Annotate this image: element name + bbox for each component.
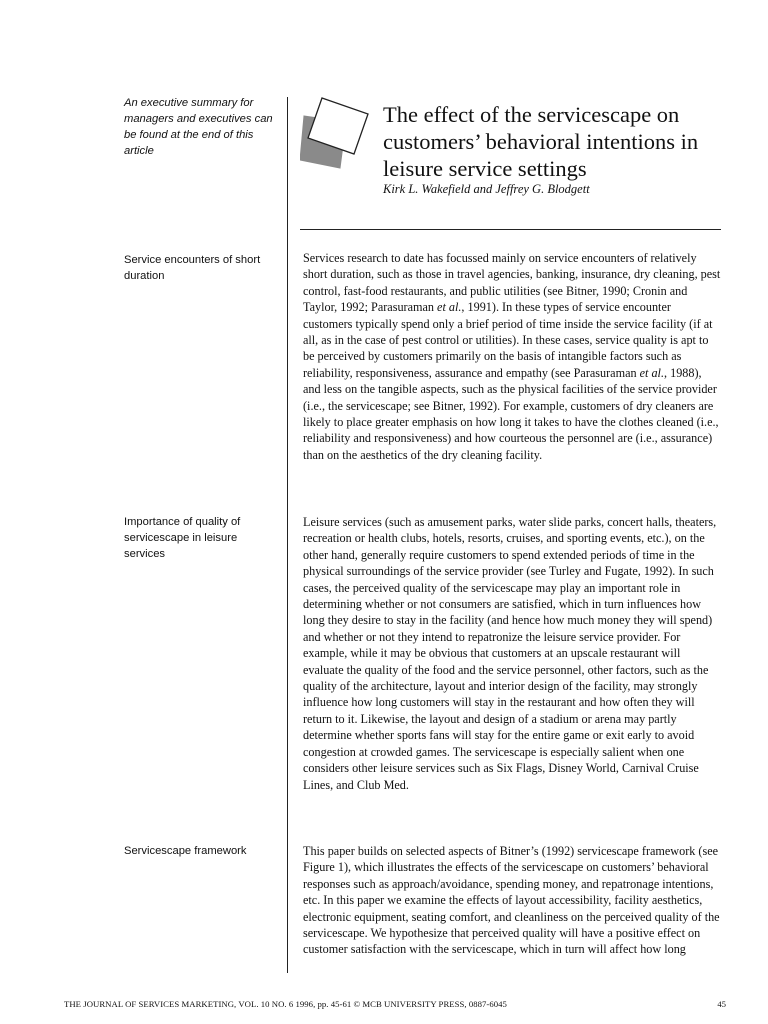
journal-citation: THE JOURNAL OF SERVICES MARKETING, VOL. 10 NO. 6 1996, pp. 45-61 © MCB UNIVERSITY PRESS, 0887-6045 [64,999,507,1009]
article-title: The effect of the servicescape on customers’ behavioral intentions in leisure service settings [383,102,699,181]
page-number: 45 [717,999,726,1009]
paragraph-italic: et al. [437,300,462,315]
paragraph-text: , 1991). In these types of service encounter customers typically spend only a brief period of time inside the service facility (if at all, as in the case of pest control or utilities). In these cases, service quality is apt to be perceived by customers primarily on the basis of intangible factors such as reliability, responsiveness, assurance and empathy (see Parasuraman [303,300,713,380]
article-authors: Kirk L. Wakefield and Jeffrey G. Blodgett [383,182,590,196]
vertical-divider [287,97,288,973]
section-heading-short-duration: Service encounters of short duration [124,254,261,282]
title-rule [300,229,721,230]
paragraph-text: Services research to date has focussed mainly on service encounters of relatively short duration, such as those in travel agencies, banking, insurance, dry cleaning, pest control, fast-food restaurants, and public utilities (see Bitner, 1990; Cronin and Taylor, 1992; Parasuraman [303,251,721,315]
section-heading-leisure-quality: Importance of quality of servicescape in leisure services [124,516,241,560]
stacked-pages-icon [300,96,372,170]
paragraph-text: , 1988), and less on the tangible aspects, such as the physical facilities of the service provider (i.e., the servicescape; see Bitner, 1992). For example, customers of dry cleaners are likely to place greater emphasis on how long it takes to have the clothes cleaned (i.e., reliability and responsiveness) and how courteous the personnel are (i.e., assurance) than on the aesthetics of the dry cleaning facility. [303,365,719,462]
paragraph-framework: This paper builds on selected aspects of Bitner’s (1992) servicescape framework (see Figure 1), which illustrates the effects of the servicescape on customers’ behavioral responses such as approach/avoidance, spending money, and repatronage intentions, etc. In this paper we examine the effects of layout accessibility, facility aesthetics, electronic equipment, seating comfort, and cleanliness on the perceived quality of the servicescape. We hypothesize that perceived quality will have a positive effect on customer satisfaction with the servicescape, which in turn will affect how long [303,844,720,957]
paragraph-italic: et al. [639,365,664,380]
paragraph-leisure-quality: Leisure services (such as amusement parks, water slide parks, concert halls, theaters, recreation or health clubs, hotels, resorts, cruises, and sporting events, etc.), on the other hand, generally require customers to spend extended periods of time in the physical surroundings of the service provider (see Turley and Fugate, 1992). In such cases, the perceived quality of the servicescape may play an important role in determining whether or not consumers are satisfied, which in turn influences how long they desire to stay in the facility (and hence how much money they will spend) and whether or not they intend to repatronize the leisure service provider. For example, while it may be obvious that customers at an upscale restaurant will evaluate the quality of the food and the service personnel, other factors, such as the quality of the architecture, layout and interior design of the facility, may strongly influence how long customers will stay in the restaurant and how often they will return to it. Likewise, the layout and design of a stadium or arena may partly determine whether sports fans will stay for the entire game or exit early to avoid congestion at crowded games. The servicescape is especially salient when one considers other leisure services such as Six Flags, Disney World, Carnival Cruise Lines, and Club Med. [303,515,717,792]
executive-summary-note: An executive summary for managers and executives can be found at the end of this article [124,97,273,157]
section-heading-framework: Servicescape framework [124,845,247,857]
paragraph-short-duration [303,250,721,463]
